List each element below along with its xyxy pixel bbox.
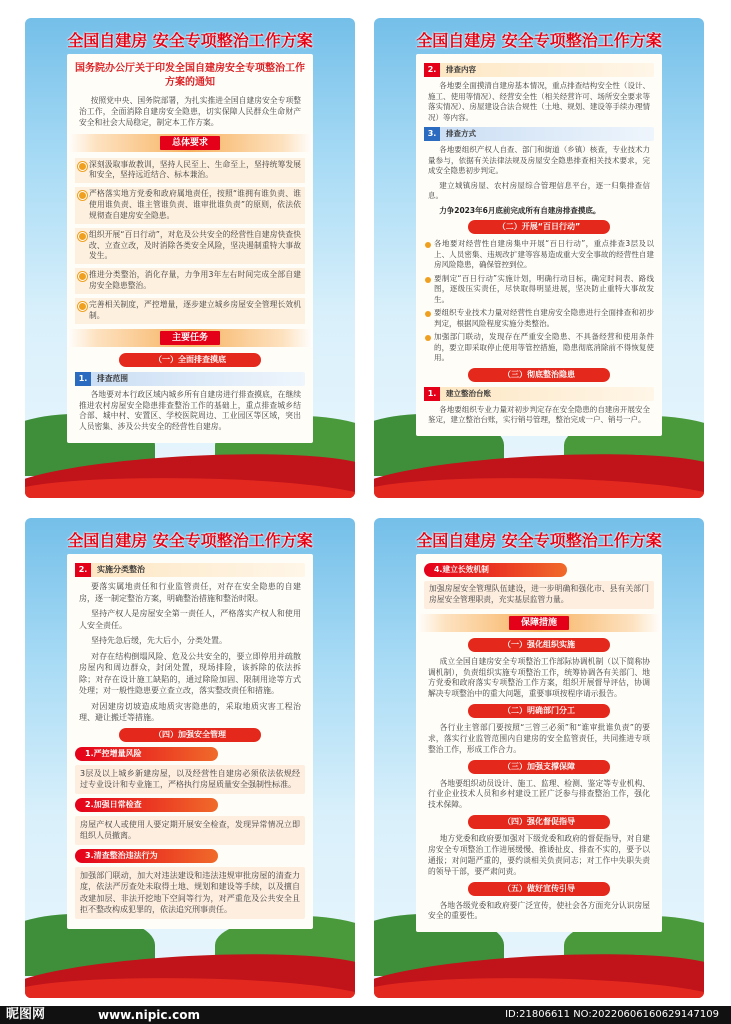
tag-heading	[75, 747, 218, 761]
section-pill: （四）强化督促指导	[468, 815, 611, 829]
step-paragraph: 成立全国自建房安全专项整治工作部际协调机制（以下简称协调机制），负责组织实施专项整治工作，统筹协调各有关部门、地方党委和政府落实专项整治工作方案，组织开展督导评估，协调解决专项整治中的重大问题，重要事项按程序请示报告。	[428, 656, 650, 699]
tag-label: 3.清查整治违法行为	[85, 850, 158, 860]
list-item: 严格落实地方党委和政府属地责任，按照“谁拥有谁负责、谁使用谁负责、谁主管谁负责、谁审批谁负责”的原则，依法依规彻查自建房安全隐患。	[75, 187, 305, 224]
list-item: 组织开展“百日行动”，对危及公共安全的经营性自建房快查快改、立查立改，及时消除各类安全风险，坚决遏制重特大事故发生。	[75, 228, 305, 265]
step-label: 排查方式	[446, 129, 476, 138]
band-title: 主要任务	[160, 331, 220, 345]
watermark-ids: ID:21806611 NO:20220606160629147109	[505, 1009, 719, 1020]
list-item: 要组织专业技术力量对经营性自建房安全隐患进行全面排查和初步判定，根据风险程度实施分类整治。	[424, 308, 654, 329]
section-pill: （一）全面排查摸底	[119, 353, 262, 367]
section-pill: （一）强化组织实施	[468, 638, 611, 652]
step-number: 3.	[424, 127, 440, 141]
band-title: 保障措施	[509, 616, 569, 630]
step-paragraph: 各地要全面摸清自建房基本情况，重点排查结构安全性（设计、施工、使用等情况）、经营安全性（相关经营许可、场所安全要求等落实情况）、房屋建设合法合规性（土地、规划、建设等手续办理情况）等内容。	[428, 81, 650, 122]
deadline-text: 力争2023年6月底前完成所有自建房排查摸底。	[439, 205, 601, 215]
section-pill: （二）明确部门分工	[468, 704, 611, 718]
watermark-site: www.nipic.com	[98, 1008, 200, 1022]
poster-3	[25, 518, 355, 998]
poster-title: 全国自建房 安全专项整治工作方案	[67, 531, 313, 550]
section-pill: （四）加强安全管理	[119, 728, 262, 742]
step-paragraph: 各地要对本行政区域内城乡所有自建房进行排查摸底，在继续推进农村房屋安全隐患排查整治工作的基础上，重点排查城乡结合部、城中村、安置区、学校医院周边、工业园区等区域，突出人员密集、涉及公共安全的经营性自建房。	[79, 389, 301, 432]
section-band	[67, 329, 313, 347]
tag-heading	[424, 563, 567, 577]
step-number: 1.	[424, 387, 440, 401]
poster-2	[374, 18, 704, 498]
step-heading	[75, 372, 305, 386]
step-paragraph: 各地要组织专业力量对初步判定存在安全隐患的自建房开展安全鉴定，建立整治台账，实行销号管理，整治完成一户、销号一户。	[428, 404, 650, 424]
list-item: 各地要对经营性自建房集中开展“百日行动”，重点排查3层及以上、人员密集、违规改扩建等容易造成重大安全事故的经营性自建房风险隐患，确保管控到位。	[424, 239, 654, 271]
intro-paragraph: 按照党中央、国务院部署，为扎实推进全国自建房安全专项整治工作，全面消除自建房安全隐患，切实保障人民群众生命财产安全和社会大局稳定，制定本工作方案。	[79, 96, 301, 127]
step-paragraph: 各地各级党委和政府要广泛宣传，使社会各方面充分认识房屋安全的重要性。	[428, 900, 650, 921]
step-label: 排查内容	[446, 65, 476, 74]
section-pill: （三）彻底整治隐患	[468, 368, 611, 382]
step-heading	[424, 63, 654, 77]
step-paragraph: 坚持产权人是房屋安全第一责任人，严格落实产权人和使用人安全责任。	[79, 609, 301, 630]
tag-heading	[75, 798, 218, 812]
tag-label: 4.建立长效机制	[434, 565, 489, 574]
step-paragraph: 坚持先急后缓，先大后小，分类处置。	[91, 636, 227, 645]
step-heading	[424, 387, 654, 401]
notice-heading: 国务院办公厅关于印发全国自建房安全专项整治工作方案的通知	[75, 63, 305, 88]
step-paragraph: 对存在结构倒塌风险、危及公共安全的，要立即停用并疏散房屋内和周边群众，封闭处置，现场排险，该拆除的依法拆除；对存在设计施工缺陷的，通过除险加固、限制用途等方式处理；对一般性隐患要立查立改，落实整改责任和措施。	[79, 651, 301, 695]
step-paragraph: 各地要组织动员设计、施工、监理、检测、鉴定等专业机构、行业企业技术人员和乡村建设工匠广泛参与排查整治工作，强化技术保障。	[428, 778, 650, 810]
band-title: 总体要求	[160, 136, 220, 150]
requirement-list	[75, 158, 305, 324]
boxed-paragraph: 加强房屋安全管理队伍建设，进一步明确和强化市、县有关部门房屋安全管理职责，充实基层监管力量。	[424, 581, 654, 609]
content-panel	[416, 554, 662, 932]
boxed-paragraph: 房屋产权人或使用人要定期开展安全检查，发现异常情况立即组织人员撤离。	[75, 816, 305, 845]
step-paragraph: 建立城镇房屋、农村房屋综合管理信息平台，逐一归集排查信息。	[428, 180, 650, 200]
list-item: 深刻汲取事故教训，坚持人民至上、生命至上，坚持统筹发展和安全，坚持远近结合、标本兼治。	[75, 158, 305, 184]
boxed-paragraph: 3层及以上城乡新建房屋，以及经营性自建房必须依法依规经过专业设计和专业施工，严格执行房屋质量安全强制性标准。	[75, 765, 305, 794]
watermark-bar	[0, 1006, 731, 1024]
list-item: 推进分类整治，消化存量，力争用3年左右时间完成全部自建房安全隐患整治。	[75, 268, 305, 294]
step-paragraph: 要落实属地责任和行业监管责任，对存在安全隐患的自建房，逐一制定整治方案，明确整治措施和整治时限。	[79, 582, 301, 603]
section-pill: （三）加强支撑保障	[468, 760, 611, 774]
step-paragraph: 各地要组织产权人自查、部门和街道（乡镇）核查，专业技术力量参与，依据有关法律法规及房屋安全隐患排查相关技术要求，完成安全隐患初步判定。	[428, 145, 650, 175]
step-number: 2.	[75, 563, 91, 577]
step-number: 2.	[424, 63, 440, 77]
section-pill: （二）开展“百日行动”	[468, 220, 611, 234]
step-label: 建立整治台账	[446, 388, 491, 398]
content-panel	[67, 554, 313, 929]
poster-title: 全国自建房 安全专项整治工作方案	[67, 31, 313, 50]
watermark-logo: 昵图网	[6, 1007, 46, 1022]
list-item: 加强部门联动，发现存在严重安全隐患、不具备经营和使用条件的，要立即采取停止使用等管控措施，隐患彻底消除前不得恢复使用。	[424, 332, 654, 364]
poster-4	[374, 518, 704, 998]
section-band	[67, 134, 313, 152]
step-label: 排查范围	[97, 373, 129, 383]
boxed-paragraph: 加强部门联动，加大对违法建设和违法违规审批房屋的清查力度，依法严厉查处未取得土地、规划和建设等手续，以及擅自改建加层、非法开挖地下空间等行为，对严重危及公共安全且拒不整改构成犯罪的，依法追究刑事责任。	[75, 867, 305, 919]
step-paragraph: 各行业主管部门要按照“三管三必须”和“谁审批谁负责”的要求，落实行业监管范围内自建房的安全监管责任，共同推进专项整治工作，形成工作合力。	[428, 723, 650, 754]
poster-title: 全国自建房 安全专项整治工作方案	[416, 531, 662, 550]
list-item: 要制定“百日行动”实施计划，明确行动目标，确定时间表、路线图，逐级压实责任，尽快取得明显进展，坚决防止重特大事故发生。	[424, 274, 654, 306]
section-band	[416, 614, 662, 632]
tag-label: 2.加强日常检查	[85, 799, 142, 809]
tag-heading	[75, 849, 218, 863]
step-paragraph: 地方党委和政府要加强对下级党委和政府的督促指导，对自建房安全专项整治工作进展缓慢、推诿扯皮、排查不实的，要予以通报；对问题严重的，要约谈相关负责同志；对工作中失职失责的领导干部，要严肃问责。	[428, 834, 650, 876]
tag-label: 1.严控增量风险	[85, 748, 142, 758]
content-panel	[67, 54, 313, 443]
poster-title: 全国自建房 安全专项整治工作方案	[416, 31, 662, 50]
step-heading	[75, 563, 305, 577]
step-number: 1.	[75, 372, 91, 386]
poster-1	[25, 18, 355, 498]
step-paragraph: 对因建房切坡造成地质灾害隐患的，采取地质灾害工程治理、避让搬迁等措施。	[79, 701, 301, 722]
section-pill: （五）做好宣传引导	[468, 882, 611, 896]
step-heading	[424, 127, 654, 141]
step-label: 实施分类整治	[97, 565, 145, 574]
content-panel	[416, 54, 662, 436]
list-item: 完善相关制度，严控增量，逐步建立城乡房屋安全管理长效机制。	[75, 298, 305, 324]
